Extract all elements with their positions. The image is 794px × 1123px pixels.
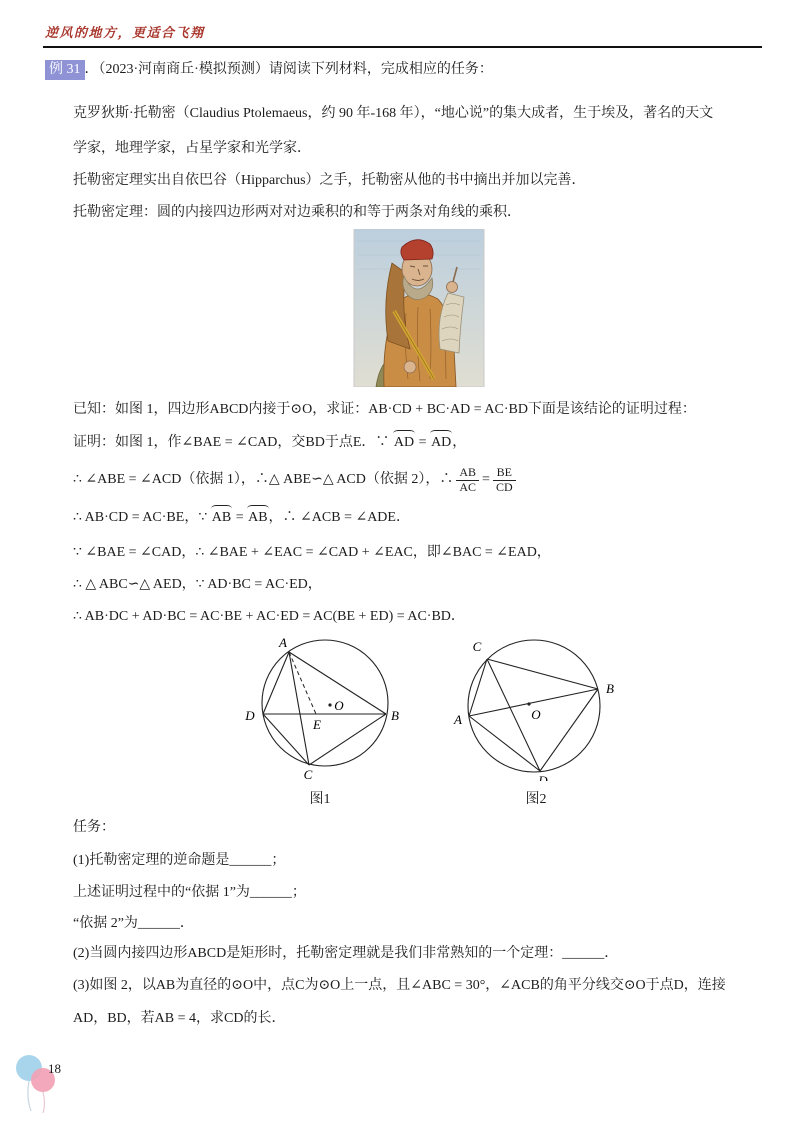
figure-2 [447,631,625,808]
header-motto: 逆风的地方，更适合飞翔 [45,26,205,41]
figure-1-diagram [231,631,409,781]
fig1-label-D: D [245,708,255,723]
fig2-label-A: A [454,712,462,727]
proof-construct-end: ， [452,435,467,450]
fraction-denominator: AC [459,479,477,494]
figure-1 [231,631,409,808]
proof-similar-line [73,463,764,497]
proof-arcs2-end: ，∴ ∠ACB = ∠ADE． [268,510,410,525]
example-heading [45,60,764,80]
task-q2: (2)当圆内接四边形ABCD是矩形时，托勒密定理就是我们非常熟知的一个定理：______． [73,946,619,961]
fraction-numerator: BE [493,466,516,481]
task-q1: (1)托勒密定理的逆命题是______； [73,853,286,868]
figure-2-caption: 图2 [525,792,547,807]
proof-construct-line [73,433,764,453]
task-q1-basis1: 上述证明过程中的“依据 1”为______； [73,885,306,900]
example-label-badge: 例 31 [45,60,85,80]
fig2-label-D: D [538,773,548,781]
proof-angles-line: ∵ ∠BAE = ∠CAD，∴ ∠BAE + ∠EAC = ∠CAD + ∠EAC，即∠BAC = ∠EAD， [73,545,551,560]
proof-conclusion-line: ∴ AB·DC + AD·BC = AC·BE + AC·ED = AC(BE + ED) = AC·BD． [73,609,465,624]
proof-known-line: 已知：如图 1，四边形ABCD内接于⊙O，求证：AB·CD + BC·AD = AC·BD下面是该结论的证明过程： [73,402,696,417]
tasks-title: 任务： [73,820,115,835]
material-line-1: 克罗狄斯·托勒密（Claudius Ptolemaeus，约 90 年-168 年），“地心说”的集大成者，生于埃及，著名的天文 [73,106,714,121]
example-intro-text: ．（2023·河南商丘·模拟预测）请阅读下列材料，完成相应的任务： [84,62,493,77]
material-line-3: 托勒密定理实出自依巴谷（Hipparchus）之手，托勒密从他的书中摘出并加以完善． [73,173,586,188]
fig1-label-E: E [313,717,321,732]
arc-AB-left: AB [211,508,232,528]
fraction-denominator: CD [495,479,513,494]
proof-arcs2-eq: = [232,510,248,525]
arc-AD-left: AD [393,433,415,453]
fraction-AB-AC [456,466,479,495]
proof-similar-pre: ∴ ∠ABE = ∠ACD（依据 1），∴△ ABE∽△ ACD（依据 2），∴ [73,472,454,487]
fig2-label-O: O [531,707,541,722]
figure-1-caption: 图1 [309,792,331,807]
task-q3-line1: (3)如图 2，以AB为直径的⊙O中，点C为⊙O上一点，且∠ABC = 30°，∠ACB的角平分线交⊙O于点D，连接 [73,978,726,993]
proof-arcs2-pre: ∴ AB·CD = AC·BE，∵ [73,510,211,525]
ptolemy-portrait-image [353,229,485,392]
figures-row [231,631,764,808]
proof-arcs2-line [73,508,764,528]
proof-construct-pre: 证明：如图 1，作∠BAE = ∠CAD，交BD于点E．∵ [73,435,393,450]
fig1-label-A: A [279,635,287,650]
arc-AB-right: AB [247,508,268,528]
fraction-BE-CD [493,466,516,495]
page-number: 18 [48,1061,61,1076]
fraction-numerator: AB [456,466,479,481]
material-line-2: 学家，地理学家，占星学家和光学家． [73,141,311,156]
header-rule [43,46,762,48]
fig2-label-B: B [606,681,614,696]
proof-construct-eq: = [415,435,431,450]
arc-AD-right: AD [430,433,452,453]
task-q3-line2: AD，BD，若AB = 4，求CD的长． [73,1011,286,1026]
fig1-label-B: B [391,708,399,723]
figure-2-diagram [447,631,625,781]
fig1-label-C: C [303,767,313,781]
proof-similar2-line: ∴ △ ABC∽△ AED，∵ AD·BC = AC·ED， [73,577,322,592]
fig1-label-O: O [334,698,344,713]
task-q1-basis2: “依据 2”为______． [73,916,194,931]
ptolemy-portrait-svg [353,229,485,387]
material-line-4: 托勒密定理：圆的内接四边形两对对边乘积的和等于两条对角线的乘积． [73,205,521,220]
proof-similar-eq: = [482,472,490,487]
fig2-label-C: C [472,639,482,654]
